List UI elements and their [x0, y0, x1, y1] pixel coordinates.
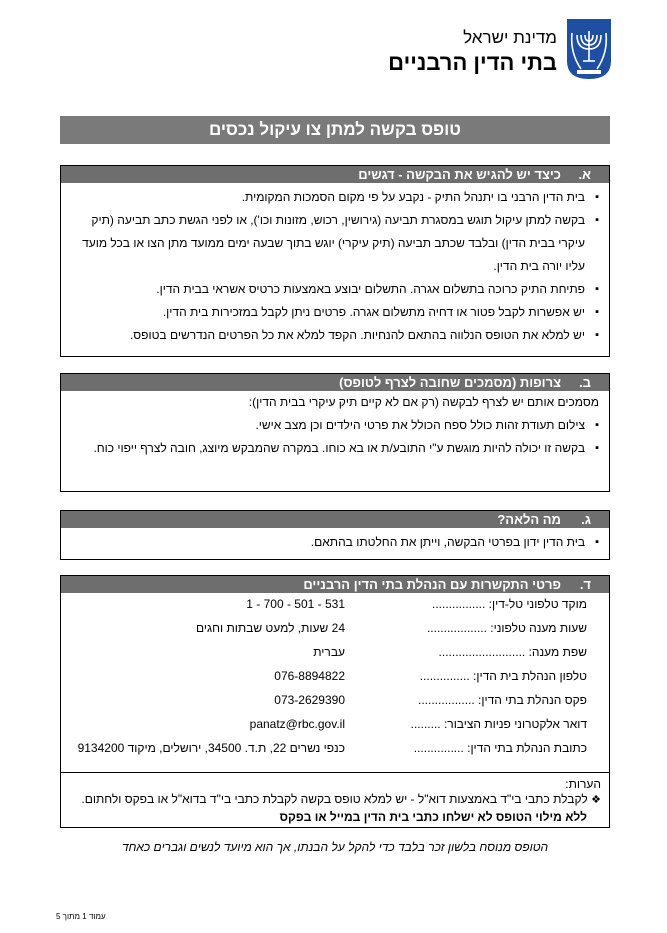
page-number: עמוד 1 מתוך 5	[56, 912, 106, 921]
notes-title: הערות:	[565, 777, 601, 791]
section-a	[60, 165, 610, 357]
note-2: ללא מילוי הטופס לא ישלחו כתבי בית הדין במייל או בפקס	[279, 810, 587, 824]
contact-value: 1 - 700 - 501 - 531	[246, 597, 345, 611]
section-b-bullet: ▪ בקשה זו יכולה להיות מוגשת ע"י התובע/ת או בא כוחו. במקרה שהמבקש מיוצג, חובה לצרף ייפוי כוח.	[75, 437, 599, 460]
contact-label: מוקד טלפוני טל-דין: ................	[431, 597, 587, 611]
section-b-header	[61, 374, 609, 391]
section-b-bullet: ▪ צילום תעודת זהות כולל ספח הכולל את פרטי הילדים וכן מצב אישי.	[75, 414, 599, 437]
email-link[interactable]: panatz@rbc.gov.il	[249, 717, 345, 731]
section-b-intro: מסמכים אותם יש לצרף לבקשה (רק אם לא קיים תיק עיקרי בבית הדין):	[248, 395, 599, 409]
section-c	[60, 510, 610, 560]
contact-value: 073-2629390	[274, 693, 345, 707]
gender-note: הטופס מנוסח בלשון זכר בלבד כדי להקל על הבנתו, אך הוא מיועד לנשים וגברים כאחד	[121, 840, 549, 854]
contact-value: עברית	[313, 645, 345, 659]
contact-value: כנפי נשרים 22, ת.ד. 34500, ירושלים, מיקוד 9134200	[77, 741, 345, 755]
section-c-bullet: ▪ בית הדין ידון בפרטי הבקשה, וייתן את החלטתו בהתאם.	[75, 531, 599, 554]
contact-label: שפת מענה: ..........................	[438, 645, 587, 659]
section-b	[60, 373, 610, 492]
contact-label: פקס הנהלת בתי הדין: .................	[418, 693, 587, 707]
section-a-bullet: ▪ יש אפשרות לקבל פטור או דחיה מתשלום אגרה. פרטים ניתן לקבל במזכירות בית הדין.	[75, 301, 599, 324]
section-b-heading: צרופות (מסמכים שחובה לצרף לטופס)	[339, 375, 561, 390]
section-d	[60, 575, 610, 772]
contact-label: טלפון הנהלת בית הדין: ...............	[419, 669, 587, 683]
contact-value: 24 שעות, למעט שבתות וחגים	[196, 621, 345, 635]
section-a-header	[61, 166, 609, 183]
section-a-bullet: ▪ בית הדין הרבני בו יתנהל התיק - נקבע על פי מקום הסמכות המקומית.	[75, 186, 599, 209]
section-c-heading: מה הלאה?	[497, 512, 561, 527]
contact-row-hours	[75, 621, 587, 645]
section-d-heading: פרטי התקשרות עם הנהלת בתי הדין הרבניים	[303, 577, 561, 592]
section-a-letter: א.	[578, 167, 591, 182]
courts-name: בתי הדין הרבניים	[388, 50, 557, 75]
contact-value: 076-8894822	[274, 669, 345, 683]
contact-row-email	[75, 717, 587, 741]
header	[388, 28, 557, 76]
section-a-heading: כיצד יש להגיש את הבקשה - דגשים	[358, 167, 561, 182]
contact-row-language	[75, 645, 587, 669]
diamond-bullet-icon: ❖	[591, 794, 601, 806]
contact-row-address	[75, 741, 587, 765]
note-1	[69, 791, 601, 809]
contact-row-fax	[75, 693, 587, 717]
contact-row-court-phone	[75, 669, 587, 693]
contact-row-phone-center	[75, 597, 587, 621]
contact-label: כתובת הנהלת בתי הדין: ...............	[413, 741, 587, 755]
notes-box	[60, 772, 610, 828]
section-a-bullet: ▪ פתיחת התיק כרוכה בתשלום אגרה. התשלום יבוצע באמצעות כרטיס אשראי בבית הדין.	[75, 278, 599, 301]
contact-label: דואר אלקטרוני פניות הציבור: .........	[410, 717, 587, 731]
section-a-bullet: ▪ יש למלא את הטופס הנלווה בהתאם להנחיות. הקפד למלא את כל הפרטים הנדרשים בטופס.	[75, 324, 599, 347]
state-emblem-icon	[565, 17, 613, 81]
section-b-letter: ב.	[579, 375, 591, 390]
contact-list	[61, 593, 609, 765]
contact-label: שעות מענה טלפוני: ..................	[426, 621, 587, 635]
note-1-text: לקבלת כתבי בי"ד באמצעות דוא"ל - יש למלא טופס בקשה לקבלת כתבי בי"ד בדוא"ל או בפקס ולחתום.	[81, 792, 588, 806]
state-name: מדינת ישראל	[463, 28, 557, 47]
section-d-letter: ד.	[579, 577, 591, 592]
section-c-letter: ג.	[581, 512, 591, 527]
section-a-bullet: ▪ בקשה למתן עיקול תוגש במסגרת תביעה (גירושין, רכוש, מזונות וכו'), או לפני הגשת כתב תביעה (תיק עיקרי בבית הדין) ובלבד שכתב תביעה (תיק עיקרי) יוגש בתוך שבעה ימים ממועד מתן הצו או בכל מועד עליו יורה בית הדין.	[75, 209, 599, 278]
section-c-header	[61, 511, 609, 528]
form-title: טופס בקשה למתן צו עיקול נכסים	[60, 116, 610, 144]
section-d-header	[61, 576, 609, 593]
